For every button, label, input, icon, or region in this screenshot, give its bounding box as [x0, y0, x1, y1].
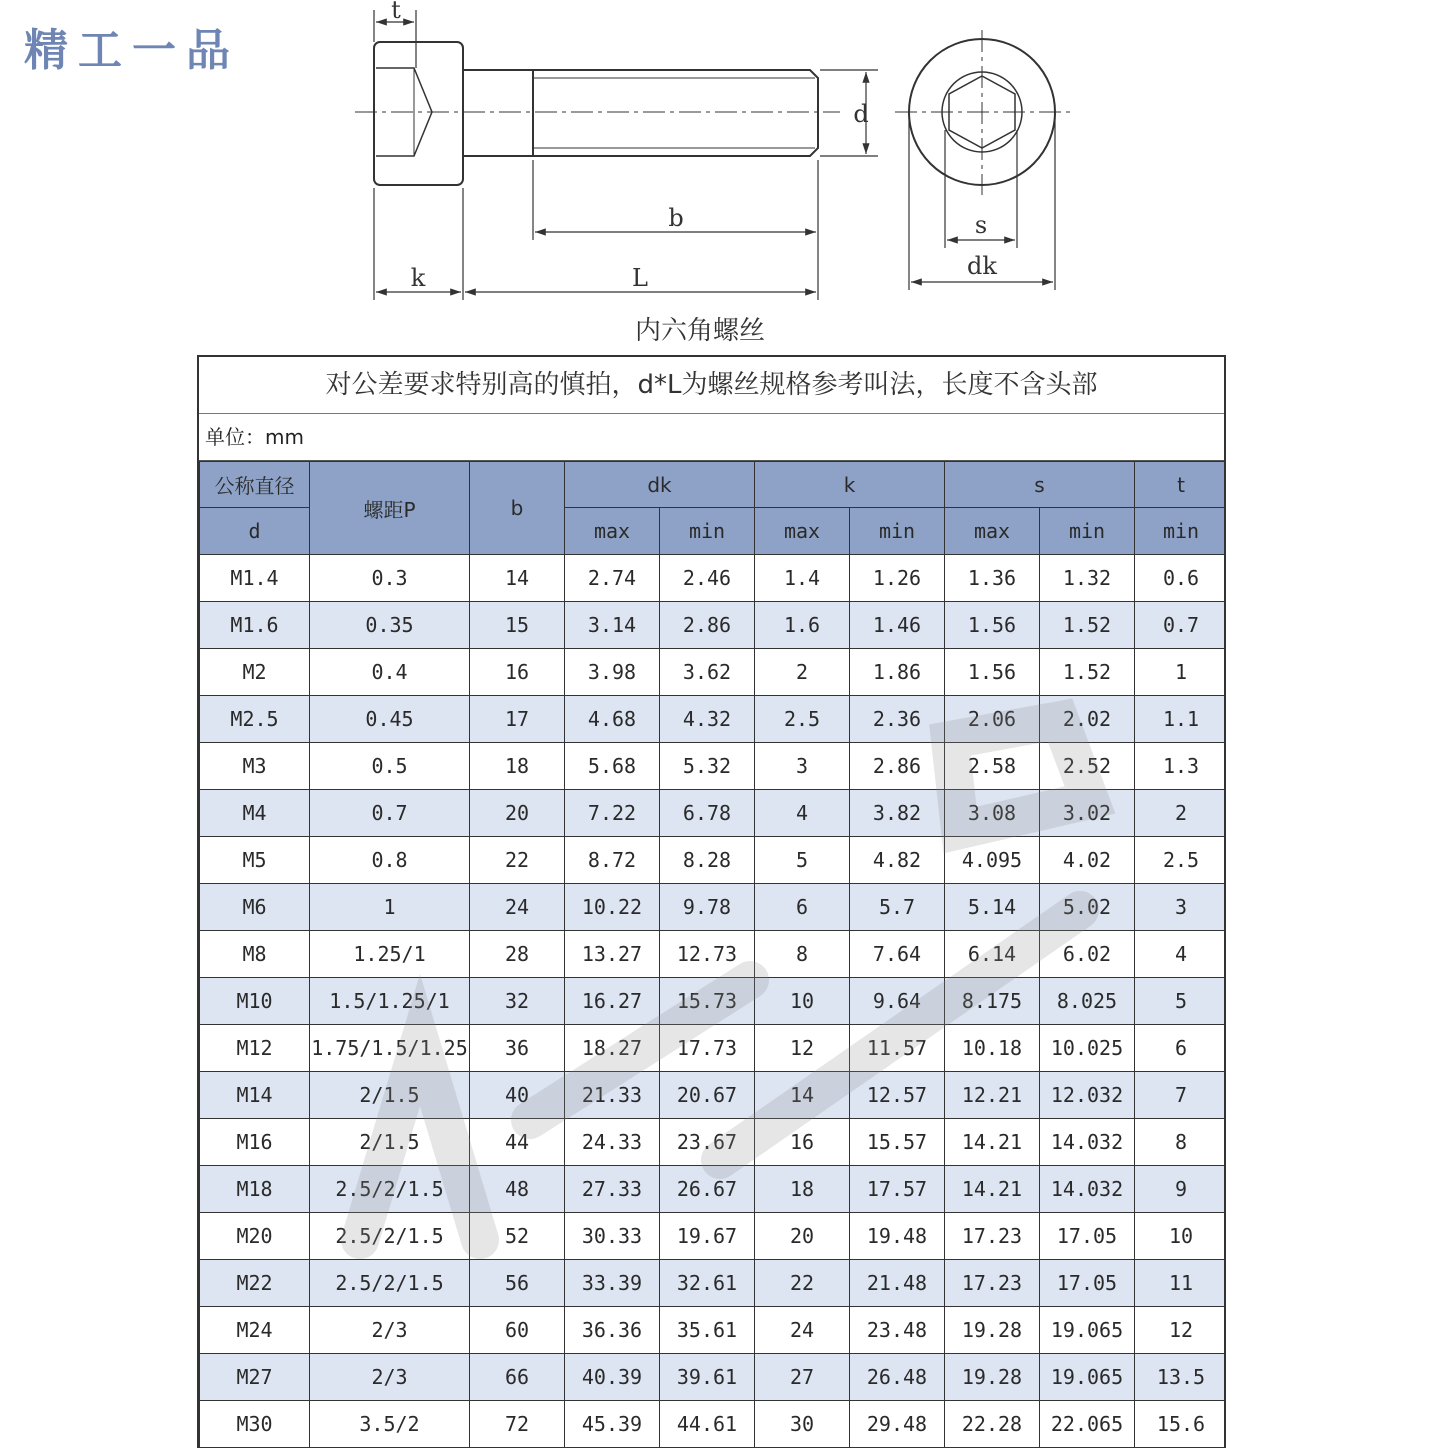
table-cell: 24 — [755, 1307, 850, 1354]
table-cell: M12 — [200, 1025, 310, 1072]
table-row — [200, 696, 1227, 743]
table-cell: 8.175 — [945, 978, 1040, 1025]
screw-head-shape — [374, 42, 463, 185]
label-t: t — [391, 0, 401, 24]
table-cell: 5.7 — [850, 884, 945, 931]
table-cell: 16 — [755, 1119, 850, 1166]
table-cell: 1 — [310, 884, 470, 931]
table-cell: 12.73 — [660, 931, 755, 978]
table-cell: 14 — [470, 555, 565, 602]
header-k: k — [755, 462, 945, 508]
table-row — [200, 1401, 1227, 1448]
table-cell: 4.68 — [565, 696, 660, 743]
table-cell: 4.02 — [1040, 837, 1135, 884]
table-cell: 10.18 — [945, 1025, 1040, 1072]
table-cell: 15.6 — [1135, 1401, 1226, 1448]
table-cell: 2.86 — [660, 602, 755, 649]
table-cell: 8 — [755, 931, 850, 978]
table-cell: M16 — [200, 1119, 310, 1166]
table-cell: 10.025 — [1040, 1025, 1135, 1072]
table-cell: 2.58 — [945, 743, 1040, 790]
table-cell: 6.02 — [1040, 931, 1135, 978]
table-cell: 3.62 — [660, 649, 755, 696]
table-cell: 22 — [470, 837, 565, 884]
table-cell: 2.5/2/1.5 — [310, 1213, 470, 1260]
table-cell: 1.5/1.25/1 — [310, 978, 470, 1025]
table-cell: 1.3 — [1135, 743, 1226, 790]
label-dk: dk — [967, 252, 997, 280]
table-cell: 8.025 — [1040, 978, 1135, 1025]
table-cell: 26.48 — [850, 1354, 945, 1401]
table-cell: 18 — [470, 743, 565, 790]
header-dk-max: max — [565, 508, 660, 555]
table-cell: 9 — [1135, 1166, 1226, 1213]
table-cell: 6 — [755, 884, 850, 931]
table-cell: 2.06 — [945, 696, 1040, 743]
table-row — [200, 1119, 1227, 1166]
table-cell: 22.28 — [945, 1401, 1040, 1448]
table-cell: 17.05 — [1040, 1260, 1135, 1307]
table-cell: 56 — [470, 1260, 565, 1307]
table-cell: 1.75/1.5/1.25 — [310, 1025, 470, 1072]
table-row — [200, 1025, 1227, 1072]
table-cell: 2.5 — [755, 696, 850, 743]
header-dk: dk — [565, 462, 755, 508]
table-cell: 1.52 — [1040, 602, 1135, 649]
table-cell: M24 — [200, 1307, 310, 1354]
table-cell: 20 — [470, 790, 565, 837]
table-cell: M3 — [200, 743, 310, 790]
table-cell: 20.67 — [660, 1072, 755, 1119]
table-cell: 36 — [470, 1025, 565, 1072]
table-cell: 0.4 — [310, 649, 470, 696]
table-cell: 15.57 — [850, 1119, 945, 1166]
table-cell: M10 — [200, 978, 310, 1025]
table-cell: 7.22 — [565, 790, 660, 837]
table-cell: 6.14 — [945, 931, 1040, 978]
table-cell: 22.065 — [1040, 1401, 1135, 1448]
label-k: k — [410, 264, 426, 292]
table-cell: 18 — [755, 1166, 850, 1213]
table-cell: 17.73 — [660, 1025, 755, 1072]
table-cell: 19.48 — [850, 1213, 945, 1260]
table-cell: 66 — [470, 1354, 565, 1401]
table-cell: 27 — [755, 1354, 850, 1401]
table-row — [200, 978, 1227, 1025]
header-dk-min: min — [660, 508, 755, 555]
table-row — [200, 1260, 1227, 1307]
table-cell: 0.35 — [310, 602, 470, 649]
table-cell: 11.57 — [850, 1025, 945, 1072]
table-cell: 2.36 — [850, 696, 945, 743]
table-cell: 12.032 — [1040, 1072, 1135, 1119]
table-cell: 17.23 — [945, 1260, 1040, 1307]
table-cell: 21.33 — [565, 1072, 660, 1119]
table-cell: 2/3 — [310, 1354, 470, 1401]
table-row — [200, 602, 1227, 649]
table-cell: 14.032 — [1040, 1119, 1135, 1166]
table-cell: M8 — [200, 931, 310, 978]
table-row — [200, 1213, 1227, 1260]
table-cell: 30 — [755, 1401, 850, 1448]
table-cell: 1.26 — [850, 555, 945, 602]
table-cell: 2 — [755, 649, 850, 696]
table-cell: 8.28 — [660, 837, 755, 884]
table-cell: 0.7 — [310, 790, 470, 837]
table-cell: 0.6 — [1135, 555, 1226, 602]
table-cell: 5.68 — [565, 743, 660, 790]
shank-shape — [463, 70, 533, 156]
table-cell: 5.32 — [660, 743, 755, 790]
table-cell: M4 — [200, 790, 310, 837]
table-cell: 0.8 — [310, 837, 470, 884]
header-nominal: 公称直径 — [200, 462, 310, 508]
table-cell: 3.98 — [565, 649, 660, 696]
table-cell: M1.6 — [200, 602, 310, 649]
table-cell: 14.032 — [1040, 1166, 1135, 1213]
table-cell: 1.56 — [945, 602, 1040, 649]
table-cell: 12 — [1135, 1307, 1226, 1354]
table-cell: 5 — [1135, 978, 1226, 1025]
label-s: s — [974, 211, 988, 239]
table-cell: 26.67 — [660, 1166, 755, 1213]
table-cell: 36.36 — [565, 1307, 660, 1354]
table-cell: 17.05 — [1040, 1213, 1135, 1260]
header-s: s — [945, 462, 1135, 508]
table-row — [200, 1072, 1227, 1119]
table-cell: 14 — [755, 1072, 850, 1119]
table-cell: 10 — [1135, 1213, 1226, 1260]
table-cell: 29.48 — [850, 1401, 945, 1448]
table-cell: 30.33 — [565, 1213, 660, 1260]
table-cell: 35.61 — [660, 1307, 755, 1354]
table-row — [200, 555, 1227, 602]
table-cell: 0.5 — [310, 743, 470, 790]
header-t: t — [1135, 462, 1226, 508]
table-cell: 9.78 — [660, 884, 755, 931]
table-row — [200, 649, 1227, 696]
table-row — [200, 931, 1227, 978]
table-cell: 2.02 — [1040, 696, 1135, 743]
table-cell: M14 — [200, 1072, 310, 1119]
table-cell: 10 — [755, 978, 850, 1025]
table-cell: 21.48 — [850, 1260, 945, 1307]
table-row — [200, 790, 1227, 837]
table-cell: 19.28 — [945, 1307, 1040, 1354]
table-cell: 32.61 — [660, 1260, 755, 1307]
unit-label: 单位：mm — [199, 414, 1224, 461]
table-cell: 15 — [470, 602, 565, 649]
header-t-min: min — [1135, 508, 1226, 555]
table-cell: 4.32 — [660, 696, 755, 743]
table-cell: M1.4 — [200, 555, 310, 602]
table-cell: 2.86 — [850, 743, 945, 790]
table-cell: 3.5/2 — [310, 1401, 470, 1448]
table-cell: 17.57 — [850, 1166, 945, 1213]
table-cell: 19.065 — [1040, 1307, 1135, 1354]
table-cell: 11 — [1135, 1260, 1226, 1307]
table-cell: 1.46 — [850, 602, 945, 649]
label-d: d — [853, 100, 869, 128]
table-cell: 72 — [470, 1401, 565, 1448]
table-cell: 24.33 — [565, 1119, 660, 1166]
header-k-max: max — [755, 508, 850, 555]
table-cell: 2.74 — [565, 555, 660, 602]
drawing-caption: 内六角螺丝 — [634, 316, 765, 346]
table-cell: 2.5/2/1.5 — [310, 1166, 470, 1213]
table-cell: 14.21 — [945, 1119, 1040, 1166]
table-row — [200, 1307, 1227, 1354]
table-cell: 22 — [755, 1260, 850, 1307]
table-cell: 1.6 — [755, 602, 850, 649]
table-cell: 5 — [755, 837, 850, 884]
header-pitch: 螺距P — [310, 462, 470, 555]
table-cell: 23.48 — [850, 1307, 945, 1354]
table-cell: 2 — [1135, 790, 1226, 837]
table-cell: 0.7 — [1135, 602, 1226, 649]
table-cell: 52 — [470, 1213, 565, 1260]
table-cell: 40.39 — [565, 1354, 660, 1401]
table-cell: 2.5/2/1.5 — [310, 1260, 470, 1307]
table-cell: 20 — [755, 1213, 850, 1260]
thread-shape — [533, 70, 818, 156]
brand-logo: 精工一品 — [24, 25, 240, 76]
table-cell: 17 — [470, 696, 565, 743]
table-cell: 1.86 — [850, 649, 945, 696]
table-cell: 13.27 — [565, 931, 660, 978]
table-row — [200, 884, 1227, 931]
table-cell: 19.065 — [1040, 1354, 1135, 1401]
table-cell: 3 — [1135, 884, 1226, 931]
screw-drawing — [340, 0, 1100, 350]
table-cell: 13.5 — [1135, 1354, 1226, 1401]
table-cell: 4.095 — [945, 837, 1040, 884]
table-cell: 1.56 — [945, 649, 1040, 696]
table-cell: 1.1 — [1135, 696, 1226, 743]
table-cell: 2.46 — [660, 555, 755, 602]
table-cell: 2.52 — [1040, 743, 1135, 790]
table-cell: 24 — [470, 884, 565, 931]
table-cell: M30 — [200, 1401, 310, 1448]
table-cell: 6.78 — [660, 790, 755, 837]
table-cell: 27.33 — [565, 1166, 660, 1213]
table-cell: 5.14 — [945, 884, 1040, 931]
table-cell: 3 — [755, 743, 850, 790]
table-cell: 12 — [755, 1025, 850, 1072]
table-cell: M20 — [200, 1213, 310, 1260]
table-cell: 1.52 — [1040, 649, 1135, 696]
table-cell: 28 — [470, 931, 565, 978]
header-d: d — [200, 508, 310, 555]
table-cell: 8 — [1135, 1119, 1226, 1166]
table-cell: 3.08 — [945, 790, 1040, 837]
table-cell: 33.39 — [565, 1260, 660, 1307]
table-cell: M18 — [200, 1166, 310, 1213]
table-cell: 6 — [1135, 1025, 1226, 1072]
table-cell: 19.67 — [660, 1213, 755, 1260]
table-cell: 3.82 — [850, 790, 945, 837]
table-cell: 5.02 — [1040, 884, 1135, 931]
header-s-max: max — [945, 508, 1040, 555]
table-cell: M5 — [200, 837, 310, 884]
table-cell: 48 — [470, 1166, 565, 1213]
table-cell: 1.32 — [1040, 555, 1135, 602]
dimension-table — [199, 461, 1226, 1448]
table-cell: 15.73 — [660, 978, 755, 1025]
table-cell: 9.64 — [850, 978, 945, 1025]
table-cell: 1 — [1135, 649, 1226, 696]
label-L: L — [632, 264, 648, 292]
table-cell: 16 — [470, 649, 565, 696]
table-cell: 40 — [470, 1072, 565, 1119]
table-cell: 7 — [1135, 1072, 1226, 1119]
table-cell: M22 — [200, 1260, 310, 1307]
table-cell: 45.39 — [565, 1401, 660, 1448]
table-cell: 44.61 — [660, 1401, 755, 1448]
table-cell: 44 — [470, 1119, 565, 1166]
table-cell: 2.5 — [1135, 837, 1226, 884]
table-cell: 2/1.5 — [310, 1119, 470, 1166]
header-s-min: min — [1040, 508, 1135, 555]
table-body — [200, 555, 1227, 1448]
table-row — [200, 1166, 1227, 1213]
header-k-min: min — [850, 508, 945, 555]
table-row — [200, 1354, 1227, 1401]
table-cell: 1.36 — [945, 555, 1040, 602]
table-row — [200, 743, 1227, 790]
table-cell: 8.72 — [565, 837, 660, 884]
table-cell: 3.14 — [565, 602, 660, 649]
table-cell: 3.02 — [1040, 790, 1135, 837]
table-cell: 12.57 — [850, 1072, 945, 1119]
spec-table — [197, 355, 1226, 1448]
table-cell: 1.4 — [755, 555, 850, 602]
header-b: b — [470, 462, 565, 555]
table-cell: 4 — [1135, 931, 1226, 978]
table-cell: 0.45 — [310, 696, 470, 743]
table-row — [200, 837, 1227, 884]
table-cell: M2.5 — [200, 696, 310, 743]
table-cell: M6 — [200, 884, 310, 931]
table-cell: 39.61 — [660, 1354, 755, 1401]
table-cell: 12.21 — [945, 1072, 1040, 1119]
table-cell: 0.3 — [310, 555, 470, 602]
table-cell: 19.28 — [945, 1354, 1040, 1401]
table-cell: 1.25/1 — [310, 931, 470, 978]
table-cell: 16.27 — [565, 978, 660, 1025]
table-cell: 60 — [470, 1307, 565, 1354]
table-cell: 18.27 — [565, 1025, 660, 1072]
table-cell: 4.82 — [850, 837, 945, 884]
table-cell: 7.64 — [850, 931, 945, 978]
table-cell: M2 — [200, 649, 310, 696]
table-cell: 14.21 — [945, 1166, 1040, 1213]
label-b: b — [668, 204, 684, 232]
table-cell: 2/1.5 — [310, 1072, 470, 1119]
table-title: 对公差要求特别高的慎拍，d*L为螺丝规格参考叫法，长度不含头部 — [199, 357, 1224, 414]
table-cell: 4 — [755, 790, 850, 837]
table-cell: 10.22 — [565, 884, 660, 931]
table-cell: 32 — [470, 978, 565, 1025]
table-cell: 23.67 — [660, 1119, 755, 1166]
table-cell: 17.23 — [945, 1213, 1040, 1260]
table-cell: M27 — [200, 1354, 310, 1401]
table-cell: 2/3 — [310, 1307, 470, 1354]
